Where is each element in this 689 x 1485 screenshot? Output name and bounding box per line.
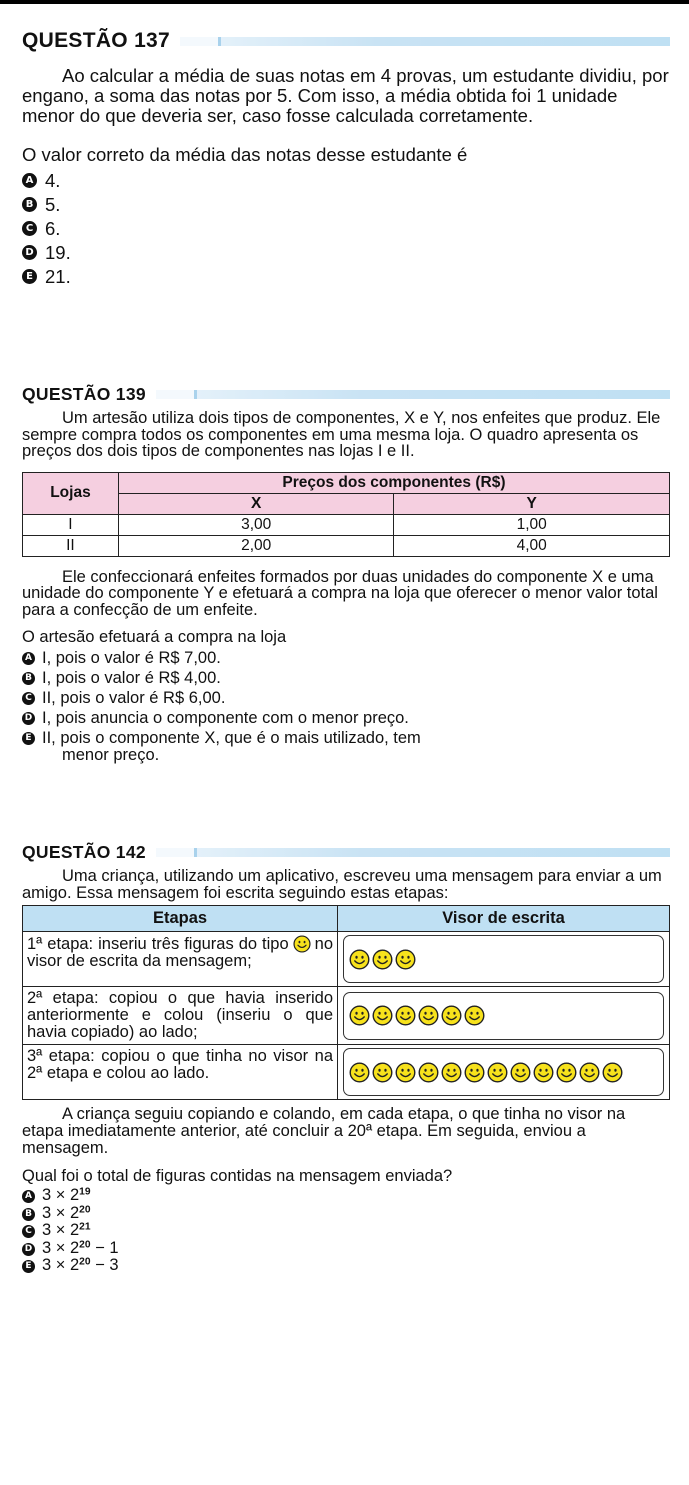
option-exponent: 20: [79, 1238, 91, 1250]
question-text: Uma criança, utilizando um aplicativo, escreveu uma mensagem para enviar a um amigo. Essa mensagem foi escrita seguindo estas etapas:: [22, 867, 662, 902]
option-letter-a: A: [22, 1190, 35, 1203]
table-row: [23, 535, 670, 556]
option-exponent: 19: [79, 1186, 91, 1198]
options-list: [22, 650, 670, 764]
option-text: II, pois o valor é R$ 6,00.: [42, 689, 226, 707]
cell-store: I: [23, 514, 119, 535]
smiley-icon: [349, 1005, 370, 1026]
table-row: [23, 932, 670, 987]
question-title: QUESTÃO 137: [22, 29, 171, 52]
smiley-icon: [441, 1005, 462, 1026]
option-text-line-2: menor preço.: [62, 746, 160, 764]
header-decor-bar: [156, 848, 670, 857]
col-x: X: [118, 493, 394, 514]
option-letter-b: B: [22, 672, 35, 685]
smiley-icon: [579, 1062, 600, 1083]
option-e[interactable]: [22, 1258, 670, 1274]
price-table: [22, 472, 670, 557]
smiley-icon: [349, 949, 370, 970]
option-base: 3 × 2: [42, 1203, 80, 1222]
option-b[interactable]: [22, 1203, 670, 1222]
option-a[interactable]: [22, 172, 670, 190]
option-text: 21.: [45, 266, 71, 287]
option-c[interactable]: [22, 690, 670, 707]
option-letter-b: B: [22, 197, 37, 212]
table-subheader-row: [23, 493, 670, 514]
question-header: [22, 28, 670, 54]
col-y: Y: [394, 493, 670, 514]
option-text: I, pois o valor é R$ 4,00.: [42, 669, 221, 687]
question-stem: O valor correto da média das notas desse estudante é: [22, 144, 468, 165]
smiley-icon: [487, 1062, 508, 1083]
col-stores: Lojas: [23, 472, 119, 514]
top-border-line: [0, 0, 689, 4]
option-text: 6.: [45, 218, 61, 239]
option-text: [42, 1238, 670, 1257]
option-rest: − 1: [90, 1238, 119, 1257]
question-139: [22, 384, 670, 764]
option-letter-c: C: [22, 221, 37, 236]
option-letter-c: C: [22, 1225, 35, 1238]
option-d[interactable]: [22, 1238, 670, 1257]
smiley-icon: [464, 1005, 485, 1026]
option-base: 3 × 2: [42, 1238, 80, 1257]
option-rest: − 3: [90, 1256, 119, 1274]
option-letter-d: D: [22, 1243, 35, 1256]
option-text: [42, 1203, 670, 1222]
question-header: [22, 384, 670, 404]
option-d[interactable]: [22, 710, 670, 727]
option-exponent: 21: [79, 1221, 91, 1233]
screen-cell: [338, 987, 670, 1045]
option-base: 3 × 2: [42, 1221, 80, 1239]
option-text: 19.: [45, 242, 71, 263]
smiley-icon: [556, 1062, 577, 1083]
option-letter-d: D: [22, 245, 37, 260]
question-stem: O artesão efetuará a compra na loja: [22, 628, 287, 646]
smiley-icon: [533, 1062, 554, 1083]
option-text-line-1: II, pois o componente X, que é o mais utilizado, tem: [42, 729, 421, 747]
option-letter-c: C: [22, 692, 35, 705]
col-steps: Etapas: [23, 906, 338, 932]
smiley-icon: [464, 1062, 485, 1083]
question-142: [22, 842, 670, 1274]
table-header-row: [23, 472, 670, 493]
smiley-icon: [395, 949, 416, 970]
header-decor-bar: [156, 390, 670, 399]
option-letter-b: B: [22, 1208, 35, 1221]
option-text: [42, 1258, 670, 1274]
option-text: I, pois o valor é R$ 7,00.: [42, 649, 221, 667]
option-text: I, pois anuncia o componente com o menor preço.: [42, 709, 409, 727]
option-e[interactable]: [22, 730, 670, 764]
option-exponent: 20: [79, 1256, 91, 1268]
cell-x: 3,00: [118, 514, 394, 535]
question-text-2: A criança seguiu copiando e colando, em cada etapa, o que tinha no visor na etapa imediatamente anterior, até concluir a 20ª etapa. Em seguida, enviou a mensagem.: [22, 1105, 626, 1157]
writing-screen: [343, 1048, 664, 1096]
option-c[interactable]: [22, 220, 670, 238]
smiley-icon: [395, 1062, 416, 1083]
smiley-icon: [602, 1062, 623, 1083]
option-a[interactable]: [22, 650, 670, 667]
question-text: Um artesão utiliza dois tipos de componentes, X e Y, nos enfeites que produz. Ele sempre compra todos os componentes em uma mesma loja. O quadro apresenta os preços dos dois tipos de componentes nas lojas I e II.: [22, 409, 661, 460]
writing-screen: [343, 992, 664, 1040]
cell-store: II: [23, 535, 119, 556]
option-letter-e: E: [22, 732, 35, 745]
option-b[interactable]: [22, 670, 670, 687]
option-letter-d: D: [22, 712, 35, 725]
step-description: [23, 932, 338, 987]
smiley-icon: [418, 1005, 439, 1026]
option-e[interactable]: [22, 268, 670, 286]
option-letter-a: A: [22, 173, 37, 188]
smiley-icon: [395, 1005, 416, 1026]
option-a[interactable]: [22, 1188, 670, 1204]
smiley-icon: [372, 1005, 393, 1026]
option-text: [42, 730, 670, 764]
smiley-icon: [510, 1062, 531, 1083]
question-header: [22, 842, 670, 862]
step-description: 2ª etapa: copiou o que havia inserido anteriormente e colou (inseriu o que havia copiado) ao lado;: [23, 987, 338, 1045]
screen-cell: [338, 1045, 670, 1100]
question-text-2: Ele confeccionará enfeites formados por duas unidades do componente X e uma unidade do componente Y e efetuará a compra na loja que oferecer o menor valor total para a confecção de um enfeite.: [22, 567, 658, 619]
question-text: Ao calcular a média de suas notas em 4 provas, um estudante dividiu, por engano, a soma das notas por 5. Com isso, a média obtida foi 1 unidade menor do que deveria ser, caso fosse calculada corretamente.: [22, 65, 669, 126]
option-base: 3 × 2: [42, 1256, 80, 1274]
table-row: [23, 987, 670, 1045]
smiley-icon: [418, 1062, 439, 1083]
table-row: [23, 514, 670, 535]
step-text-after: no visor de escrita da mensagem;: [27, 935, 333, 970]
option-base: 3 × 2: [42, 1186, 80, 1204]
writing-screen: [343, 935, 664, 983]
question-137: [22, 28, 670, 286]
option-c[interactable]: [22, 1223, 670, 1239]
option-letter-e: E: [22, 269, 37, 284]
cell-x: 2,00: [118, 535, 394, 556]
smiley-icon: [372, 1062, 393, 1083]
option-letter-a: A: [22, 652, 35, 665]
smiley-icon: [441, 1062, 462, 1083]
option-b[interactable]: [22, 196, 670, 214]
question-stem: Qual foi o total de figuras contidas na mensagem enviada?: [22, 1167, 453, 1185]
table-row: [23, 1045, 670, 1100]
table-header-row: [23, 906, 670, 932]
options-list: [22, 1188, 670, 1274]
smiley-icon: [293, 935, 311, 953]
option-d[interactable]: [22, 244, 670, 262]
step-description: 3ª etapa: copiou o que tinha no visor na 2ª etapa e colou ao lado.: [23, 1045, 338, 1100]
option-text: [42, 1188, 670, 1204]
col-screen: Visor de escrita: [338, 906, 670, 932]
option-text: 5.: [45, 194, 61, 215]
smiley-icon: [349, 1062, 370, 1083]
option-text: 4.: [45, 170, 61, 191]
steps-table: [22, 905, 670, 1100]
option-exponent: 20: [79, 1203, 91, 1215]
option-letter-e: E: [22, 1260, 35, 1273]
option-text: [42, 1223, 670, 1239]
screen-cell: [338, 932, 670, 987]
options-list: [22, 172, 670, 286]
step-text-before: 1ª etapa: inseriu três figuras do tipo: [27, 935, 289, 953]
smiley-icon: [372, 949, 393, 970]
question-title: QUESTÃO 139: [22, 383, 146, 404]
col-prices-group: Preços dos componentes (R$): [118, 472, 669, 493]
header-decor-bar: [180, 37, 670, 46]
cell-y: 4,00: [394, 535, 670, 556]
cell-y: 1,00: [394, 514, 670, 535]
question-title: QUESTÃO 142: [22, 841, 146, 862]
